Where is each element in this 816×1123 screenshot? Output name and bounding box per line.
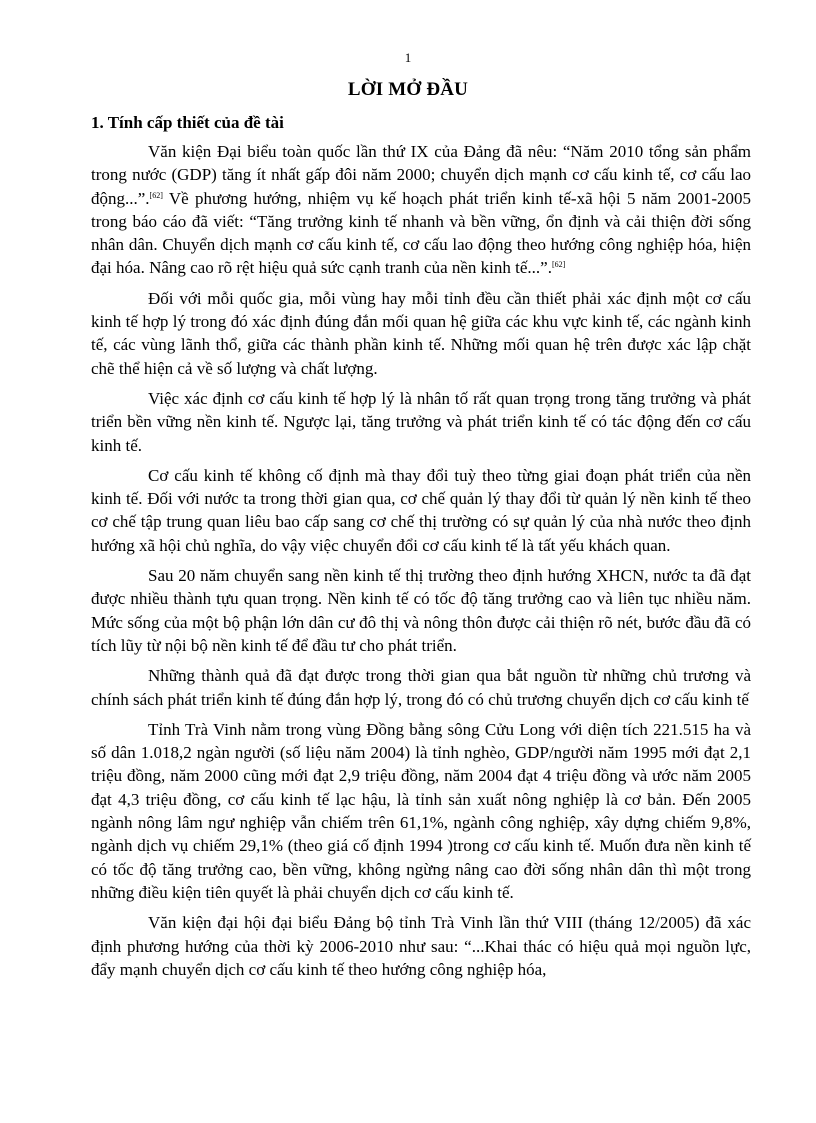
paragraph: Những thành quả đã đạt được trong thời gian qua bắt nguồn từ những chủ trương và chính sách phát triển kinh tế đúng đắn hợp lý, trong đó có chủ trương chuyển dịch cơ cấu kinh tế — [91, 666, 751, 709]
paragraph-text: Văn kiện Đại biểu toàn quốc lần thứ IX của Đảng đã nêu: “Năm 2010 tổng sản phẩm trong nước (GDP) tăng ít nhất gấp đôi năm 2000; chuyển dịch mạnh cơ cấu kinh tế, cơ cấu lao động...”. — [91, 142, 751, 208]
paragraph: Cơ cấu kinh tế không cố định mà thay đổi tuỳ theo từng giai đoạn phát triển của nền kinh tế. Đối với nước ta trong thời gian qua, cơ chế quản lý thay đổi từ quản lý nền kinh tế theo cơ chế tập trung quan liêu bao cấp sang cơ chế thị trường có sự quản lý của nhà nước theo định hướng xã hội chủ nghĩa, do vậy việc chuyển đổi cơ cấu kinh tế là tất yếu khách quan. — [91, 465, 751, 555]
paragraph-text: Về phương hướng, nhiệm vụ kế hoạch phát triển kinh tế-xã hội 5 năm 2001-2005 trong báo cáo đã viết: “Tăng trưởng kinh tế nhanh và bền vững, ổn định và cải thiện đời sống nhân dân. Chuyển dịch mạnh cơ cấu kinh tế, cơ cấu lao động theo hướng công nghiệp hóa, hiện đại hóa. Nâng cao rõ rệt hiệu quả sức cạnh tranh của nền kinh tế...”. — [91, 188, 751, 278]
citation-ref: [62] — [551, 260, 566, 270]
paragraph: Sau 20 năm chuyển sang nền kinh tế thị trường theo định hướng XHCN, nước ta đã đạt được nhiều thành tựu quan trọng. Nền kinh tế có tốc độ tăng trưởng cao và liên tục nhiều năm. Mức sống của một bộ phận lớn dân cư đô thị và nông thôn được cải thiện rõ nét, bước đầu đã có tích lũy từ nội bộ nền kinh tế để đầu tư cho phát triển. — [91, 566, 751, 655]
paragraph: Văn kiện đại hội đại biểu Đảng bộ tỉnh Trà Vinh lần thứ VIII (tháng 12/2005) đã xác định phương hướng của thời kỳ 2006-2010 như sau: “...Khai thác có hiệu quả mọi nguồn lực, đẩy mạnh chuyển dịch cơ cấu kinh tế theo hướng công nghiệp hóa, — [91, 913, 751, 979]
section-heading: 1. Tính cấp thiết của đề tài — [91, 113, 284, 132]
paragraph: Tỉnh Trà Vinh nằm trong vùng Đồng bằng sông Cửu Long với diện tích 221.515 ha và số dân 1.018,2 ngàn người (số liệu năm 2004) là tỉnh nghèo, GDP/người năm 1995 mới đạt 2,1 triệu đồng, năm 2000 cũng mới đạt 2,9 triệu đồng, năm 2004 đạt 4 triệu đồng và ước năm 2005 đạt 4,3 triệu đồng, cơ cấu kinh tế lạc hậu, là tỉnh sản xuất nông nghiệp là cơ bản. Đến 2005 ngành nông lâm ngư nghiệp vẫn chiếm trên 61,1%, ngành công nghiệp, xây dựng chiếm 9,8%, ngành dịch vụ chiếm 29,1% (theo giá cố định 1994 )trong cơ cấu kinh tế. Muốn đưa nền kinh tế có tốc độ tăng trưởng cao, bền vững, không ngừng nâng cao đời sống nhân dân thì một trong những điều kiện tiên quyết là phải chuyển dịch cơ cấu kinh tế. — [91, 719, 751, 902]
paragraph — [91, 140, 751, 280]
page-number: 1 — [404, 50, 412, 65]
page-title: LỜI MỞ ĐẦU — [347, 79, 469, 100]
citation-ref: [62] — [149, 190, 163, 200]
paragraph: Đối với mỗi quốc gia, mỗi vùng hay mỗi tỉnh đều cần thiết phải xác định một cơ cấu kinh tế hợp lý trong đó xác định đúng đắn mối quan hệ giữa các khu vực kinh tế, các ngành kinh tế, các vùng lãnh thổ, giữa các thành phần kinh tế. Những mối quan hệ trên được xác lập chặt chẽ thể hiện cả về số lượng và chất lượng. — [91, 288, 751, 378]
body-text — [91, 140, 751, 988]
paragraph: Việc xác định cơ cấu kinh tế hợp lý là nhân tố rất quan trọng trong tăng trưởng và phát triển bền vững nền kinh tế. Ngược lại, tăng trưởng và phát triển kinh tế có tác động đến cơ cấu kinh tế. — [91, 388, 751, 455]
